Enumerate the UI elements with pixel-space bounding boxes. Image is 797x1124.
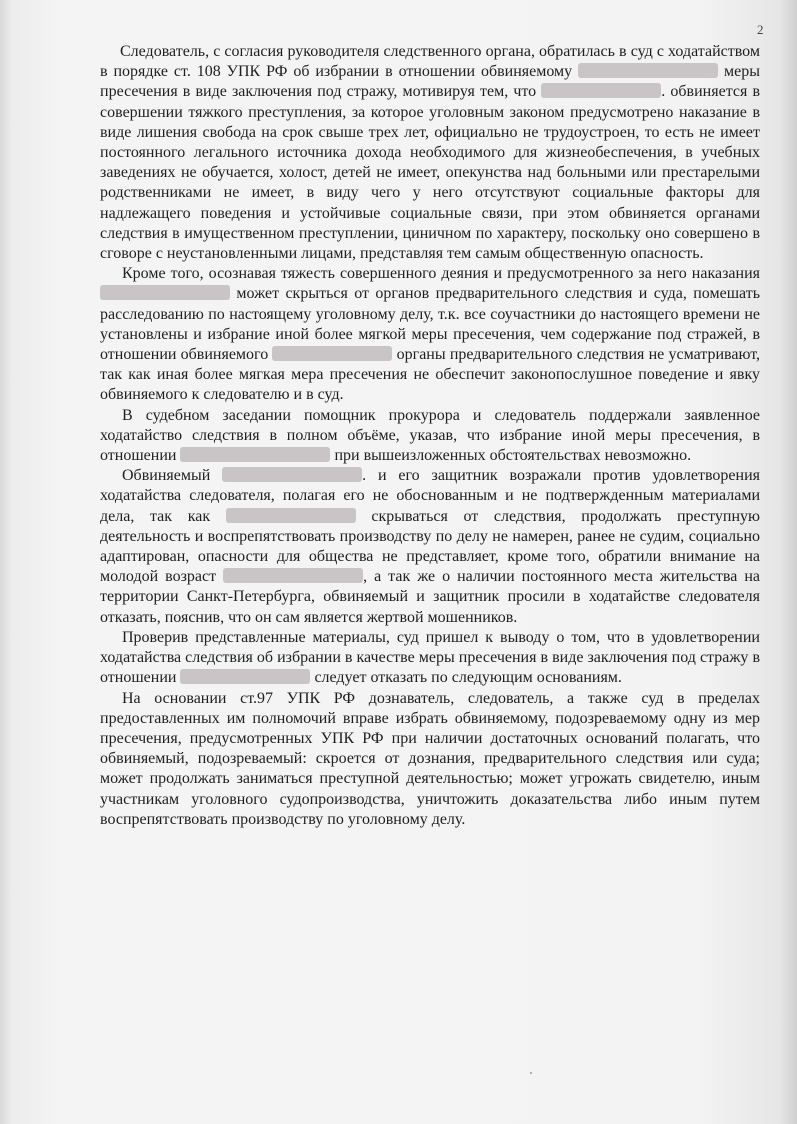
redacted-name bbox=[180, 669, 310, 684]
text-run: скрываться от следствия, продолжать преступную деятельность и воспрепятствовать производству по делу не намерен, ранее не судим, социально адаптирован, опасности для общества не представляет, кроме того, обратили внимание на молодой возраст bbox=[100, 507, 760, 586]
text-run: Проверив представленные материалы, суд пришел к выводу о том, что в удовлетворении ходатайства следствия об избрании в качестве меры пресечения в виде заключения под стражу в отношении bbox=[100, 628, 760, 687]
redacted-name bbox=[226, 508, 356, 523]
text-run: Обвиняемый bbox=[122, 467, 223, 485]
text-run: . и его защитник возражали против удовлетворения ходатайства следователя, полагая его не обоснованным и не подтвержденным материалами дела, так как bbox=[100, 467, 760, 525]
redacted-name bbox=[222, 467, 362, 482]
redacted-name bbox=[100, 285, 230, 300]
redacted-name bbox=[223, 568, 363, 583]
text-run: органы предварительного следствия не усматривают, так как иная более мягкая мера пресечения не обеспечит законопослушное поведение и явку обвиняемого к следователю и в суд. bbox=[100, 346, 761, 404]
paragraph-conclusion bbox=[100, 628, 760, 689]
paragraph-defense bbox=[100, 466, 760, 628]
redacted-name bbox=[578, 63, 718, 78]
paper-speck bbox=[530, 1072, 532, 1074]
text-run: В судебном заседании помощник прокурора и следователь поддержали заявленное ходатайство следствия в полном объёме, указав, что избрание иной меры пресечения, в отношении bbox=[100, 406, 760, 465]
text-run: На основании ст.97 УПК РФ дознаватель, следователь, а также суд в пределах предоставленных им полномочий вправе избрать обвиняемому, подозреваемому одну из мер пресечения, предусмотренных УПК РФ при наличии достаточных оснований полагать, что обвиняемый, подозреваемый: скроется от дознания, предварительного следствия или суда; может продолжать заниматься преступной деятельностью; может угрожать свидетелю, иным участникам уголовного судопроизводства, уничтожить доказательства либо иным путем воспрепятствовать производству по уголовному делу. bbox=[100, 689, 760, 828]
paragraph-hearing bbox=[100, 406, 760, 467]
page-number: 2 bbox=[757, 22, 764, 37]
redacted-name bbox=[180, 447, 330, 462]
text-run: меры пресечения в виде заключения под стражу, мотивируя тем, что bbox=[100, 63, 760, 101]
paragraph-petition bbox=[100, 42, 760, 264]
paragraph-legal-basis bbox=[100, 689, 760, 830]
text-run: Следователь, с согласия руководителя следственного органа, обратилась в суд с ходатайством в порядке ст. 108 УПК РФ об избрании в отношении обвиняемому bbox=[100, 43, 760, 81]
text-run: при вышеизложенных обстоятельствах невозможно. bbox=[330, 447, 692, 465]
text-run: , а так же о наличии постоянного места жительства на территории Санкт-Петербурга, обвиняемый и защитник просили в ходатайстве следователя отказать, пояснив, что он сам является жертвой мошенников. bbox=[100, 568, 760, 626]
redacted-name bbox=[541, 83, 661, 98]
document-body bbox=[100, 42, 760, 830]
text-run: Кроме того, осознавая тяжесть совершенного деяния и предусмотренного за него наказания bbox=[122, 265, 760, 283]
text-run: следует отказать по следующим основаниям. bbox=[310, 669, 622, 687]
text-run: может скрыться от органов предварительного следствия и суда, помешать расследованию по настоящему уголовному делу, т.к. все соучастники до настоящего времени не установлены и избрание иной более мягкой меры пресечения, чем содержание под стражей, в отношении обвиняемого bbox=[100, 285, 760, 364]
text-run: . обвиняется в совершении тяжкого преступления, за которое уголовным законом предусмотрено наказание в виде лишения свобода на срок свыше трех лет, официально не трудоустроен, то есть не имеет постоянного легального источника дохода необходимого для жизнеобеспечения, в учебных заведениях не обучается, холост, детей не имеет, опекунства над больными или престарелыми родственниками не имеет, в виду чего у него отсутствуют социальные факторы для надлежащего поведения и устойчивые социальные связи, при этом обвиняется органами следствия в имущественном преступлении, циничном по характеру, поскольку оно совершено в сговоре с неустановленными лицами, представляя тем самым общественную опасность. bbox=[100, 83, 761, 263]
redacted-name bbox=[272, 346, 392, 361]
paragraph-risk bbox=[100, 264, 760, 405]
